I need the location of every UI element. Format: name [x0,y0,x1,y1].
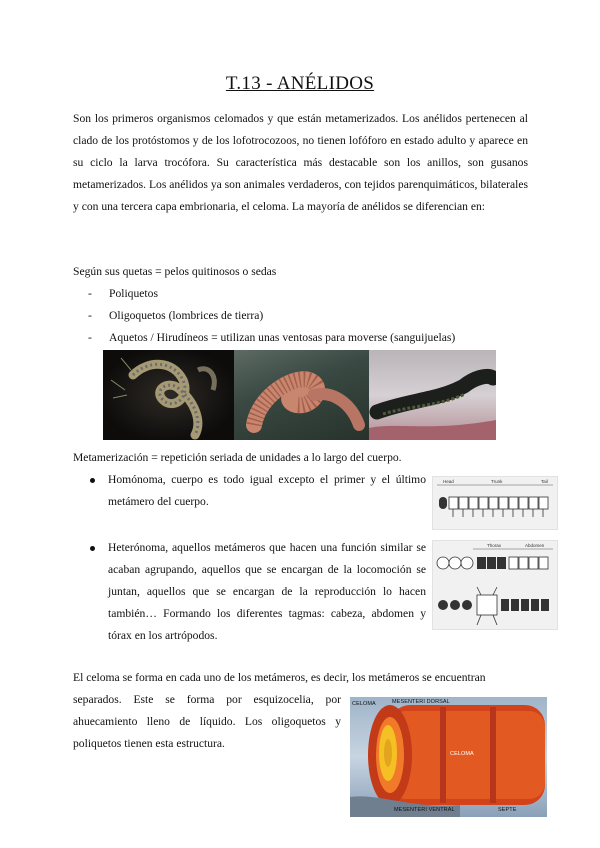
polychaete-photo [103,350,234,440]
quetas-list [88,283,455,349]
figure-label: MESENTERI DORSAL [392,699,450,705]
heteronomous-segmentation-diagram [432,540,558,630]
diagram-label: Trunk [491,479,503,484]
annelid-photos [103,350,496,440]
figure-label: CELOMA [450,751,474,757]
celoma-paragraph-line1: El celoma se forma en cada uno de los metámeros, es decir, los metámeros se encuentran [73,671,486,684]
metamerizacion-heading: Metamerización = repetición seriada de unidades a lo largo del cuerpo. [73,451,402,464]
figure-label: SEPTE [498,807,517,813]
quetas-heading: Según sus quetas = pelos quitinosos o sedas [73,265,277,278]
list-item: - Poliquetos [88,287,158,300]
diagram-label: Tail [541,479,548,484]
figure-label: MESENTERI VENTRAL [394,807,455,813]
diagram-label: Abdomen [525,543,545,548]
heteronoma-text: Heterónoma, aquellos metámeros que hacen una función similar se acaban agrupando, aquellos que se encargan de la locomoción se juntan, aquellos que se encargan de la reproducción lo hacen también… Formando los diferentes tagmas: cabeza, abdomen y tórax en los artrópodos. [108,541,426,642]
homonomous-segmentation-diagram [432,476,558,530]
list-item: - Oligoquetos (lombrices de tierra) [88,309,264,322]
bullet-dot [90,546,95,551]
homonoma-text: Homónoma, cuerpo es todo igual excepto el primer y el último metámero del cuerpo. [108,473,426,508]
page-title: T.13 - ANÉLIDOS [225,73,375,94]
celoma-paragraph-rest: separados. Este se forma por esquizocelia, por ahuecamiento lleno de líquido. Los oligoquetos y poliquetos tienen esta estructura. [73,693,341,750]
celoma-anatomy-figure [350,697,547,817]
leech-photo [369,350,496,440]
list-item: - Aquetos / Hirudíneos = utilizan unas ventosas para moverse (sanguijuelas) [88,331,456,344]
earthworm-photo [234,350,369,440]
bullet-dot [90,478,95,483]
figure-label: CELOMA [352,701,376,707]
diagram-label: Thorax [487,543,502,548]
diagram-label: Head [443,479,454,484]
intro-paragraph: Son los primeros organismos celomados y que están metamerizados. Los anélidos pertenecen al clado de los protóstomos y de los lofotrocozoos, no tienen lofóforo en estado adulto y aparece en su ciclo la larva trocófora. Su característica más destacable son los anillos, son gusanos metamerizados. Los anélidos ya son animales verdaderos, con tejidos parenquimáticos, bilaterales y con una tercera capa embrionaria, el celoma. La mayoría de anélidos se diferencian en: [73,112,528,213]
